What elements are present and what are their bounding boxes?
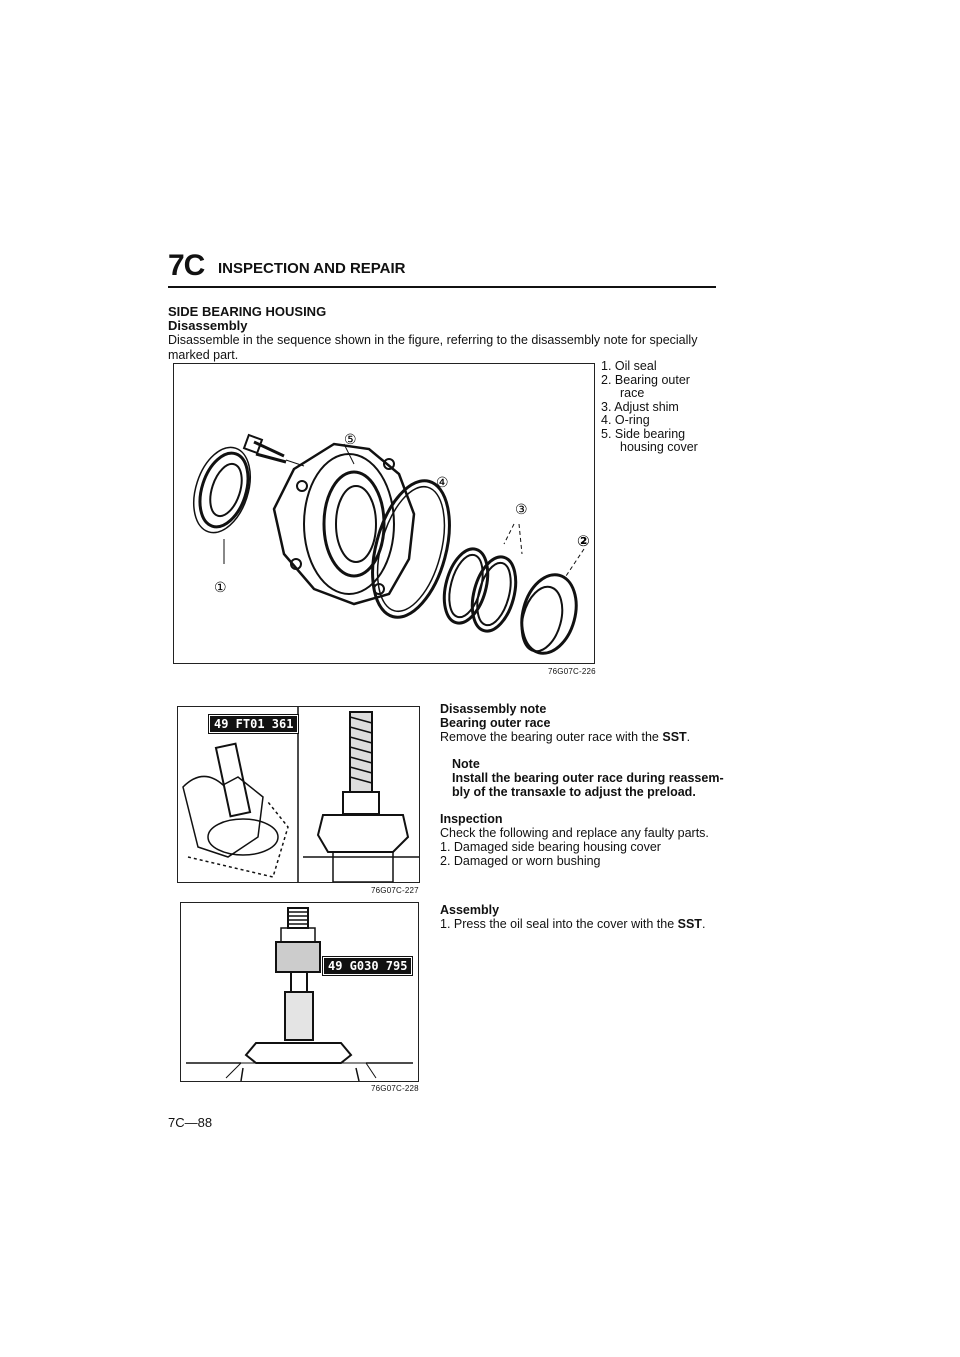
assembly-step: 1. Press the oil seal into the cover with the SST.: [440, 917, 706, 931]
callout-3: ③: [515, 502, 528, 518]
callout-4: ④: [436, 475, 449, 491]
header-divider: [168, 286, 716, 288]
callout-5: ⑤: [344, 432, 357, 448]
exploded-view-figure: [173, 363, 595, 664]
legend-item: 5. Side bearing: [601, 426, 686, 441]
inspection-item: 1. Damaged side bearing housing cover: [440, 840, 661, 854]
legend-item-continued: housing cover: [620, 440, 698, 454]
tool-label: 49 FT01 361: [209, 715, 298, 733]
tool-label: 49 G030 795: [323, 957, 412, 975]
figure3-caption: 76G07C-228: [371, 1084, 419, 1093]
exploded-view-drawing: [174, 364, 594, 663]
disassembly-note-heading: Disassembly note: [440, 702, 547, 716]
legend-item: 1. Oil seal: [601, 359, 657, 373]
oil-seal-press-figure: [180, 902, 419, 1082]
legend-item: 2. Bearing outer: [601, 372, 690, 387]
assembly-heading: Assembly: [440, 903, 500, 917]
figure1-caption: 76G07C-226: [548, 667, 596, 676]
chapter-code: 7C: [168, 249, 205, 282]
section-title: SIDE BEARING HOUSING: [168, 304, 327, 319]
note-line-1: Install the bearing outer race during reassem-: [452, 771, 724, 785]
legend-item-continued: race: [620, 386, 645, 400]
legend-item: 4. O-ring: [601, 413, 650, 427]
note-line-2: bly of the transaxle to adjust the preload.: [452, 785, 696, 799]
inspection-heading: Inspection: [440, 812, 503, 826]
callout-2: ②: [577, 532, 590, 550]
inspection-item: 2. Damaged or worn bushing: [440, 854, 601, 868]
page-number: 7C—88: [168, 1115, 213, 1130]
inspection-text: Check the following and replace any faulty parts.: [440, 826, 709, 840]
disassembly-note-subheading: Bearing outer race: [440, 716, 551, 730]
note-heading: Note: [452, 757, 480, 771]
section-intro: Disassemble in the sequence shown in the figure, referring to the disassembly note for specially marked part.: [168, 333, 698, 362]
section-subtitle: Disassembly: [168, 318, 248, 333]
chapter-title: INSPECTION AND REPAIR: [218, 260, 406, 277]
figure2-caption: 76G07C-227: [371, 886, 419, 895]
callout-1: ①: [214, 580, 227, 596]
bearing-removal-figure: [177, 706, 420, 883]
oil-seal-press-drawing: [181, 903, 418, 1081]
parts-legend: [601, 360, 698, 455]
disassembly-note-text: Remove the bearing outer race with the SST.: [440, 730, 691, 744]
bearing-removal-drawing: [178, 707, 419, 882]
legend-item: 3. Adjust shim: [601, 399, 679, 414]
